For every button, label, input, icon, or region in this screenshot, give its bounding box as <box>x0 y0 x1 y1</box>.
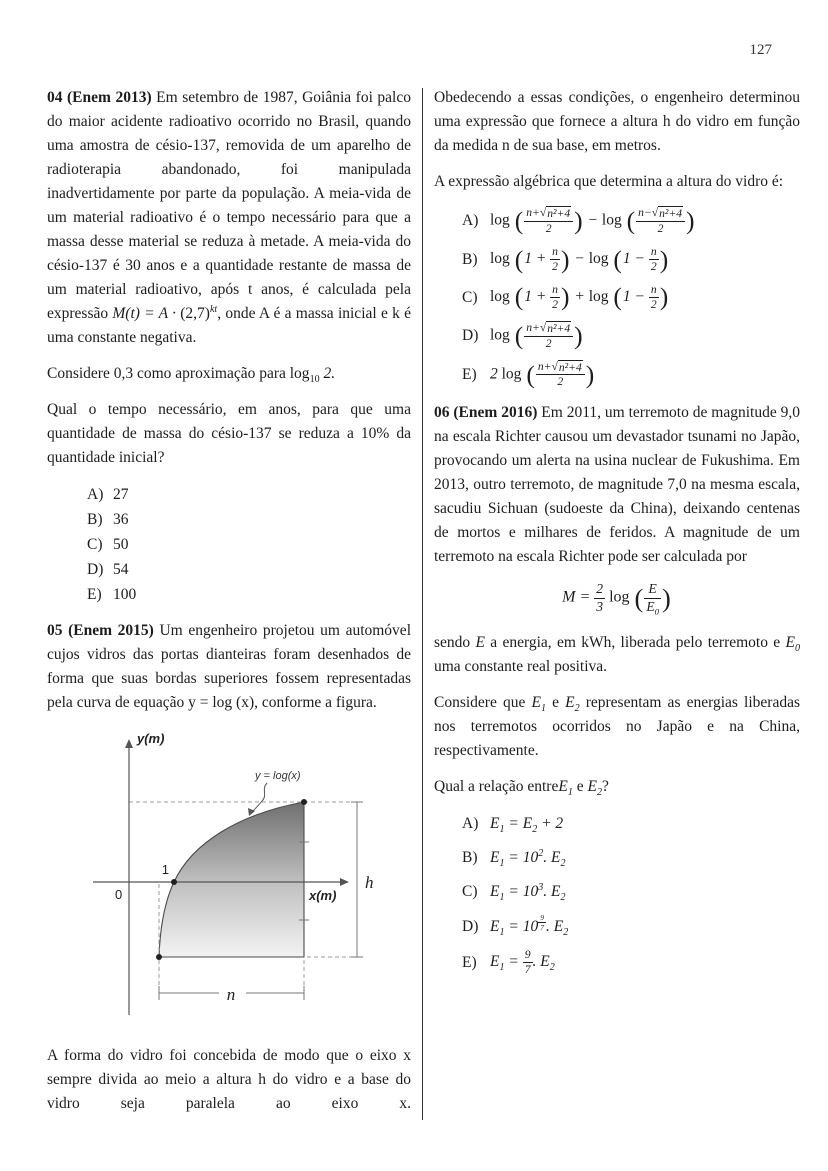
curve-label-arrow <box>248 783 267 816</box>
q06-question-paragraph: Qual a relação entreE$_1$ e $E_2$? <box>434 778 609 799</box>
log-curve-plot <box>59 727 389 1027</box>
two-column-layout <box>47 86 800 1128</box>
q04-note-paragraph: Considere 0,3 como aproximação para $\log_{10} 2$. <box>47 365 336 386</box>
x-axis-label: x(m) <box>309 888 337 903</box>
q05-prompt-paragraph: A expressão algébrica que determina a altura do vidro é: <box>434 173 784 190</box>
option-formula: $E_1 = 10$ $^{\frac{9}{7}}$ . $E_2$ <box>490 913 569 939</box>
option-letter: A) <box>87 486 104 503</box>
q06-option-c <box>434 879 800 904</box>
q05-option-c <box>434 283 800 312</box>
option-formula: $E_1$ = $\frac{9}{7}$ . $E_2$ <box>490 948 555 976</box>
option-formula: log (1 + $\frac{n}{2}$ ) − log (1 − $\frac{n}{2}$ ) <box>490 244 669 274</box>
origin-label: 0 <box>115 887 123 902</box>
inline-math: $E_2$ <box>587 778 602 799</box>
option-formula: log (1 + $\frac{n}{2}$ ) + log (1 − $\frac{n}{2}$ ) <box>490 282 669 312</box>
q05-option-d <box>434 321 800 351</box>
inline-math: E <box>475 634 485 651</box>
y-axis-label: y(m) <box>137 731 165 746</box>
inline-math: $E_1$ <box>558 778 573 799</box>
q04-question-paragraph: Qual o tempo necessário, em anos, para que uma quantidade de massa do césio-137 se reduza a 10% da quantidade inicial? <box>47 401 411 466</box>
inline-math: $E_0$ <box>785 634 800 655</box>
q06-option-a <box>434 811 800 836</box>
option-letter: D) <box>87 561 104 578</box>
option-formula: log ( n+ √ n²+4 2 ) <box>490 320 583 350</box>
q06-intro-paragraph: 06 (Enem 2016) Em 2011, um terremoto de magnitude 9,0 na escala Richter causou um devastador tsunami no Japão, provocando um alerta na usina nuclear de Fukushima. Em 2013, outro terremoto, de magnitude 7,0 na mesma escala, sacudiu Sichuan (sudoeste da China), deixando centenas de mortos e milhares de feridos. A magnitude de um terremoto na escala Richter pode ser calculada por <box>434 404 800 566</box>
curve-equation-label: y = log(x) <box>255 770 301 782</box>
option-letter: A) <box>462 212 479 230</box>
left-column <box>47 86 411 1128</box>
option-formula: 2 log ( n+ √ n²+4 2 ) <box>490 359 595 389</box>
q04-options <box>47 482 411 607</box>
option-value: 27 <box>113 486 129 503</box>
option-value: 50 <box>113 536 129 553</box>
option-formula: $E_1 = E_2 + 2$ <box>490 815 564 836</box>
q06-option-b <box>434 845 800 870</box>
option-value: 36 <box>113 511 129 528</box>
q04-option-d <box>47 557 411 582</box>
inline-math: $E_1$ <box>531 694 546 715</box>
q04-intro-paragraph: 04 (Enem 2013) Em setembro de 1987, Goiânia foi palco do maior acidente radioativo ocorrido no Brasil, quando uma amostra de césio-137, removida de um aparelho de radioterapia abandonado, foi manipulada inadvertidamente por parte da população. A meia-vida de um material radioativo é o tempo necessário para que a massa desse material se reduza à metade. A meia-vida do césio-137 é 30 anos e a quantidade restante de massa de um material radioativo, após t anos, é calculada pela expressão $M(t) = A \cdot (2,7)^{kt}$, onde A é a massa inicial e k é uma constante negativa. <box>47 89 411 346</box>
option-letter: B) <box>462 849 478 866</box>
option-letter: B) <box>87 511 103 528</box>
option-letter: E) <box>462 365 477 383</box>
inline-math: $E_2$ <box>565 694 580 715</box>
option-letter: C) <box>462 883 478 900</box>
q05-options <box>434 206 800 389</box>
option-letter: E) <box>87 586 102 603</box>
q05-continuation-paragraph: Obedecendo a essas condições, o engenheiro determinou uma expressão que fornece a altura h do vidro em função da medida n de sua base, em metros. <box>434 89 800 154</box>
q05-option-e <box>434 360 800 390</box>
q06-options <box>434 811 800 977</box>
option-letter: C) <box>462 288 478 306</box>
figure-log-curve <box>59 727 389 1032</box>
q04-option-b <box>47 507 411 532</box>
option-letter: D) <box>462 327 479 345</box>
option-value: 54 <box>113 561 129 578</box>
base-label: n <box>226 985 236 1004</box>
q04-option-c <box>47 532 411 557</box>
option-letter: D) <box>462 917 479 935</box>
inline-math: $\log_{10} 2$. <box>289 365 336 386</box>
page-number: 127 <box>749 42 772 58</box>
q04-option-e <box>47 582 411 607</box>
q04-option-a <box>47 482 411 507</box>
option-formula: $E_1 = 10^3$. $E_2$ <box>490 881 566 904</box>
richter-formula: M = $\frac{2}{3}$ log ( $\frac{E}{E_0}$ ) <box>562 581 671 617</box>
height-label: h <box>365 873 374 892</box>
q06-option-e <box>434 948 800 977</box>
point-one-label: 1 <box>161 862 169 877</box>
option-formula: $E_1 = 10^2$. $E_2$ <box>490 847 566 870</box>
q06-consider-paragraph: Considere que $E_1$ e $E_2$ representam as energias liberadas nos terremotos ocorridos no Japão e na China, respectivamente. <box>434 694 801 759</box>
column-divider <box>422 88 423 1120</box>
option-value: 100 <box>113 586 137 603</box>
glass-region <box>159 802 304 957</box>
q06-after-formula-paragraph: sendo E a energia, em kWh, liberada pelo terremoto e $E_0$ uma constante real positiva. <box>434 634 800 675</box>
q05-option-a <box>434 206 800 236</box>
q05-after-figure-paragraph: A forma do vidro foi concebida de modo que o eixo x sempre divida ao meio a altura h do vidro e a base do vidro seja paralela ao eixo x. <box>47 1047 411 1112</box>
inline-math: $M(t) = A \cdot (2,7)^{kt}$ <box>112 303 218 322</box>
option-letter: B) <box>462 250 478 268</box>
right-column <box>434 86 800 1128</box>
option-letter: A) <box>462 815 479 832</box>
q06-option-d <box>434 913 800 939</box>
option-formula: log ( n+ √ n²+4 2 ) − log ( n− √ n²+4 2 ) <box>490 206 695 236</box>
q05-intro-paragraph: 05 (Enem 2015) Um engenheiro projetou um automóvel cujos vidros das portas dianteiras foram desenhados de forma que suas bordas superiores fossem representadas pela curva de equação y = log (x), conforme a figura. <box>47 622 411 711</box>
q05-option-b <box>434 245 800 274</box>
option-letter: C) <box>87 536 103 553</box>
option-letter: E) <box>462 953 477 971</box>
